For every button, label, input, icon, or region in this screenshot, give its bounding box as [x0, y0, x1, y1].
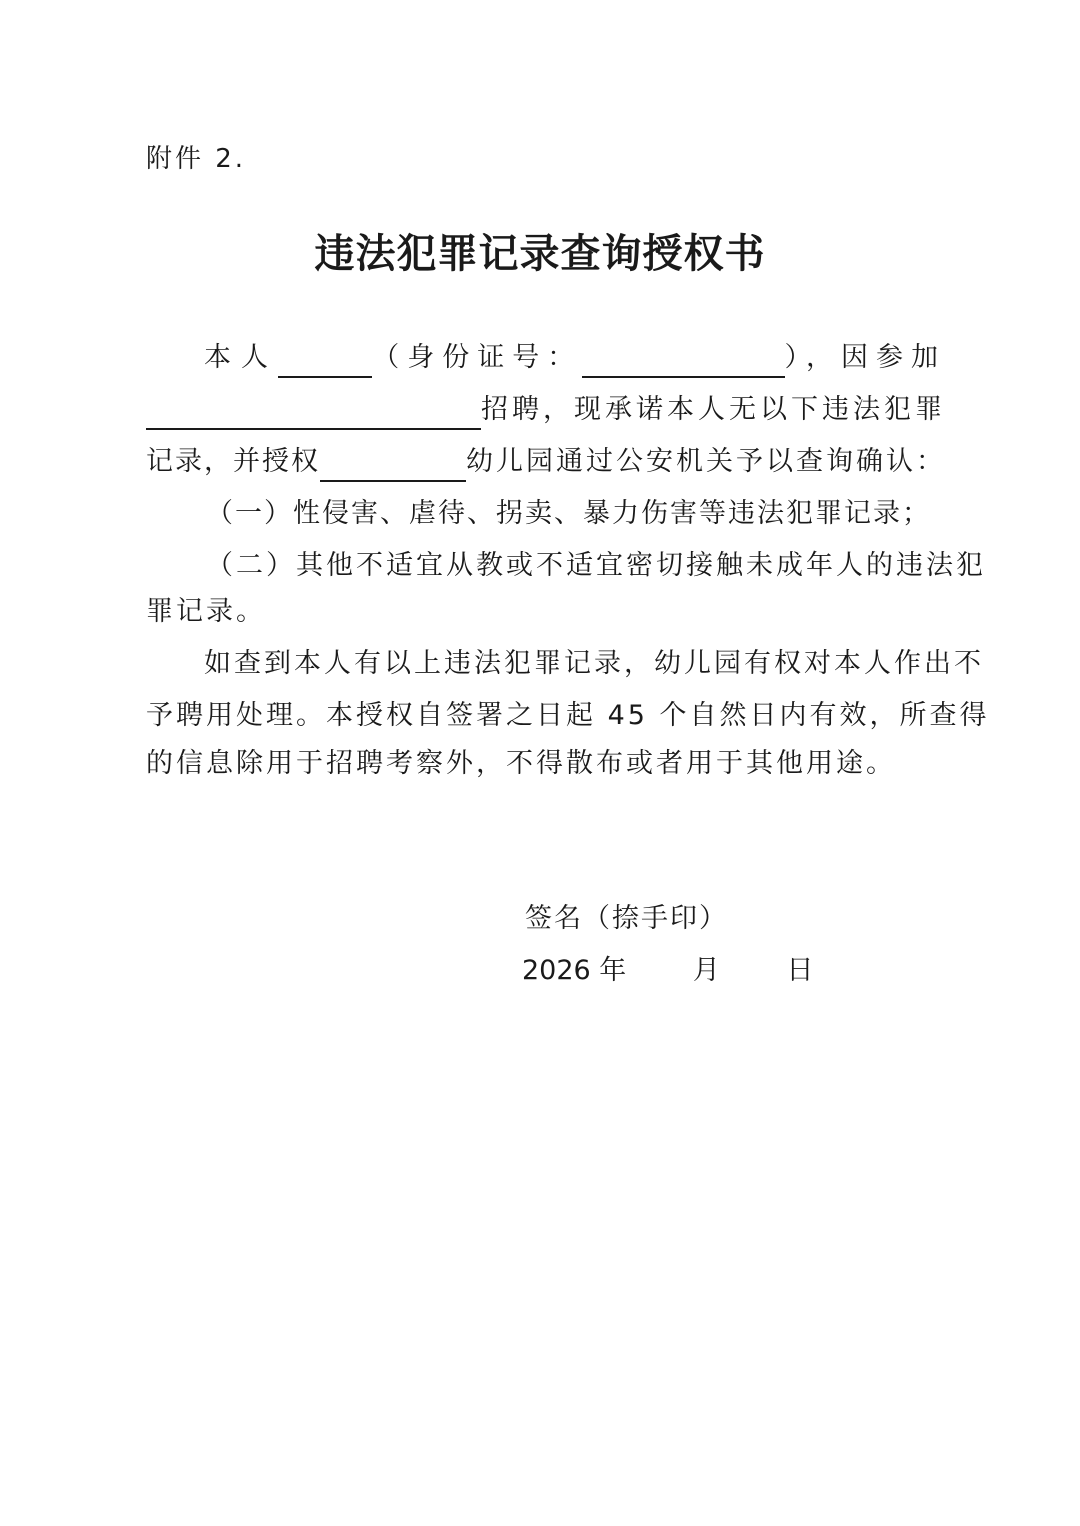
paragraph-2-line-3: 的信息除用于招聘考察外，不得散布或者用于其他用途。: [146, 748, 896, 779]
id-number-blank: [582, 350, 784, 378]
date-line: [522, 948, 813, 987]
paragraph-2-line-1: 如查到本人有以上违法犯罪记录，幼儿园有权对本人作出不: [204, 648, 984, 679]
date-day: 日: [786, 955, 814, 986]
recruitment-blank: [146, 402, 481, 430]
paragraph-1-line-1: [204, 338, 946, 378]
date-year: 2026 年: [522, 955, 627, 986]
document-title: 违法犯罪记录查询授权书: [314, 230, 766, 277]
item-1: （一）性侵害、虐待、拐卖、暴力伤害等违法犯罪记录；: [206, 498, 931, 529]
signature-label: 签名（捺手印）: [525, 903, 728, 934]
attachment-label: 附件 2.: [146, 144, 247, 174]
text-authorize: 记录，并授权: [146, 446, 320, 477]
paragraph-1-line-3: [146, 442, 946, 482]
text-participate: ），因参加: [784, 342, 946, 373]
paragraph-1-line-2: [146, 390, 946, 430]
text-kindergarten-query: 幼儿园通过公安机关予以查询确认：: [466, 446, 946, 477]
text-self: 本人: [204, 342, 278, 373]
kindergarten-blank: [320, 454, 466, 482]
item-2-line-2: 罪记录。: [146, 596, 266, 627]
date-month: 月: [692, 955, 720, 986]
name-blank: [278, 350, 372, 378]
item-2-line-1: （二）其他不适宜从教或不适宜密切接触未成年人的违法犯: [206, 550, 986, 581]
paragraph-2-line-2: 予聘用处理。本授权自签署之日起 45 个自然日内有效，所查得: [146, 700, 990, 731]
text-id-number: （身份证号：: [372, 342, 583, 373]
text-recruitment-promise: 招聘，现承诺本人无以下违法犯罪: [481, 394, 946, 425]
